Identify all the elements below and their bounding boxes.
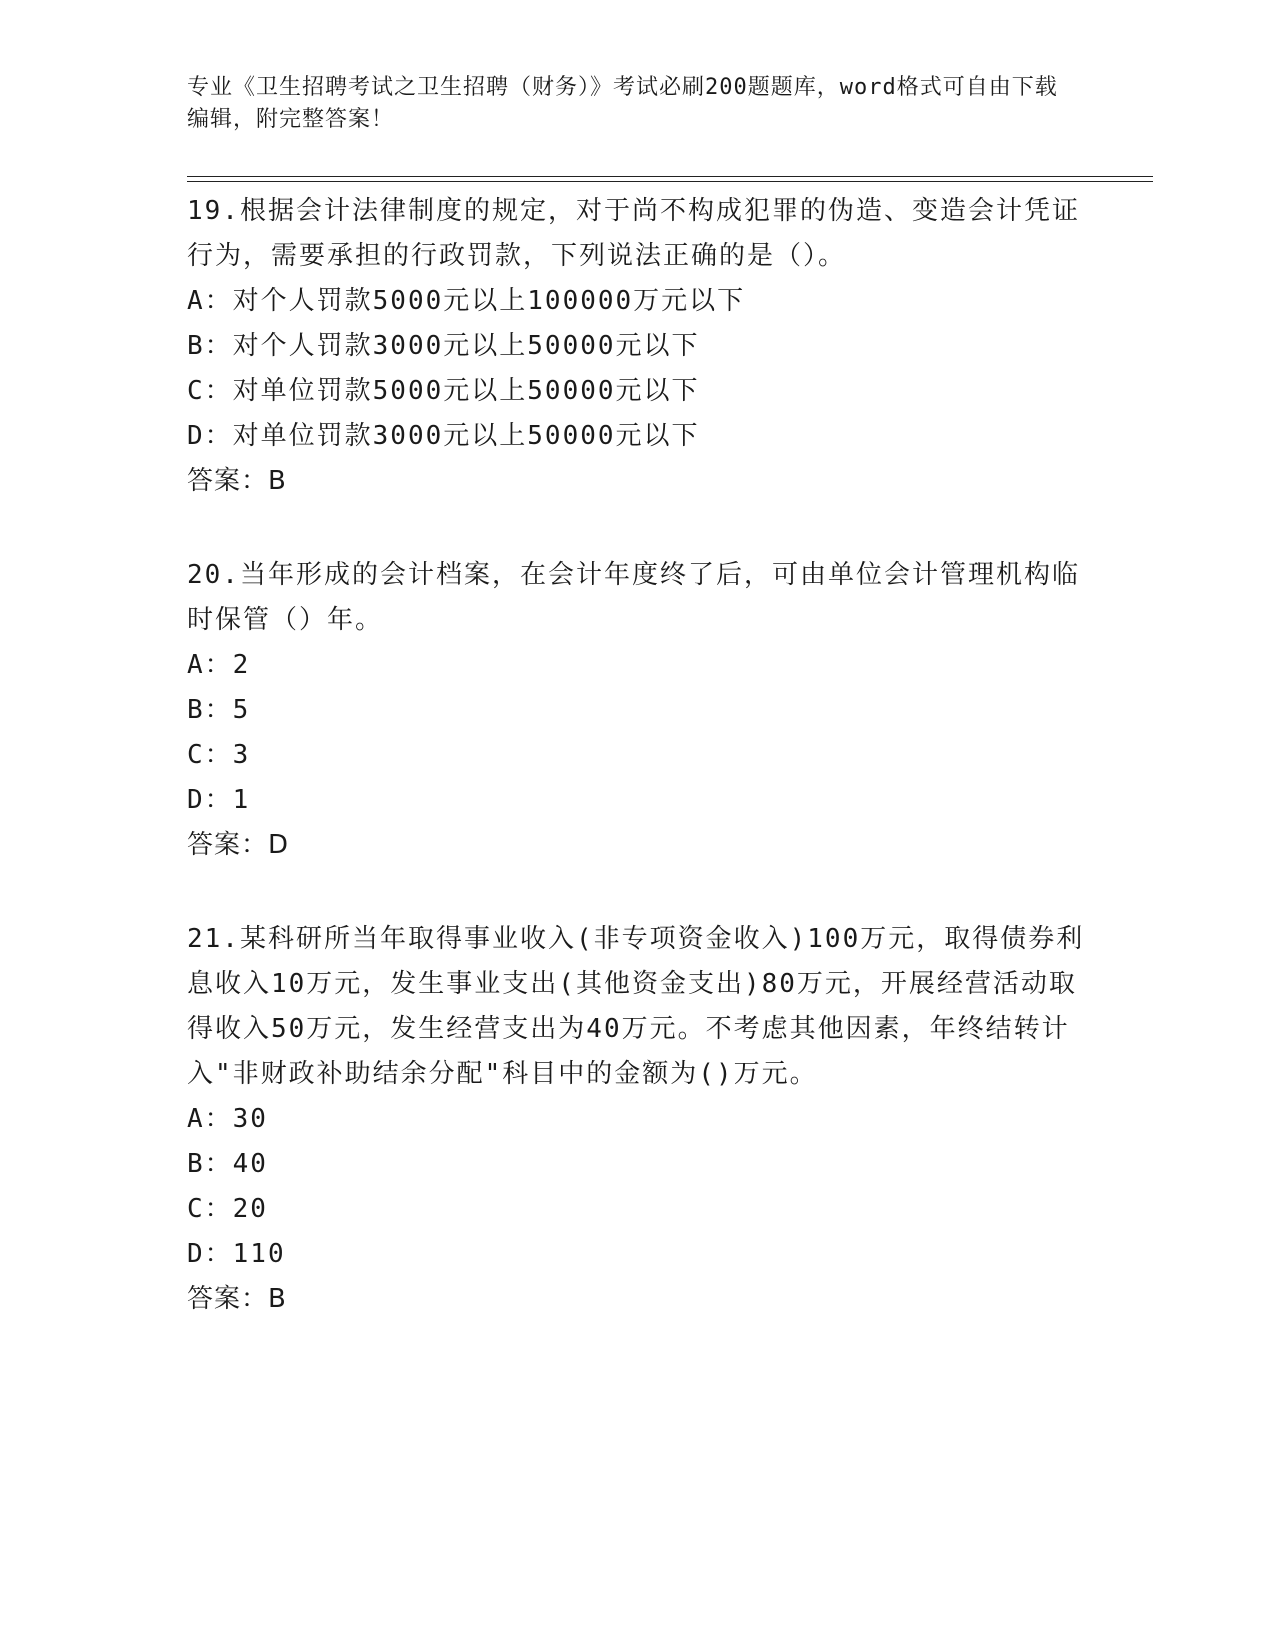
question-stem: 19.根据会计法律制度的规定，对于尚不构成犯罪的伪造、变造会计凭证行为，需要承担的行政罚款，下列说法正确的是（）。 [187,196,1080,271]
option-d: D：1 [187,785,251,815]
header-divider-bottom [187,181,1153,182]
header-divider-top [187,176,1153,177]
option-d: D：对单位罚款3000元以上50000元以下 [187,421,700,451]
question-20 [187,553,1087,868]
question-19 [187,189,1087,504]
option-c: C：对单位罚款5000元以上50000元以下 [187,376,700,406]
option-b: B：对个人罚款3000元以上50000元以下 [187,331,700,361]
answer-line: 答案：B [187,466,287,496]
option-b: B：40 [187,1149,268,1179]
question-21 [187,917,1087,1322]
answer-line: 答案：D [187,830,290,860]
option-c: C：3 [187,740,251,770]
document-header: 专业《卫生招聘考试之卫生招聘（财务）》考试必刷200题题库，word格式可自由下载编辑，附完整答案！ [187,75,1058,132]
question-stem: 20.当年形成的会计档案，在会计年度终了后，可由单位会计管理机构临时保管（）年。 [187,560,1080,635]
option-b: B：5 [187,695,251,725]
answer-line: 答案：B [187,1284,287,1314]
option-a: A：对个人罚款5000元以上100000万元以下 [187,286,746,316]
option-d: D：110 [187,1239,286,1269]
option-a: A：30 [187,1104,268,1134]
option-a: A：2 [187,650,251,680]
option-c: C：20 [187,1194,268,1224]
question-stem: 21.某科研所当年取得事业收入(非专项资金收入)100万元，取得债券利息收入10万元，发生事业支出(其他资金支出)80万元，开展经营活动取得收入50万元，发生经营支出为40万元。不考虑其他因素，年终结转计入"非财政补助结余分配"科目中的金额为()万元。 [187,924,1085,1089]
